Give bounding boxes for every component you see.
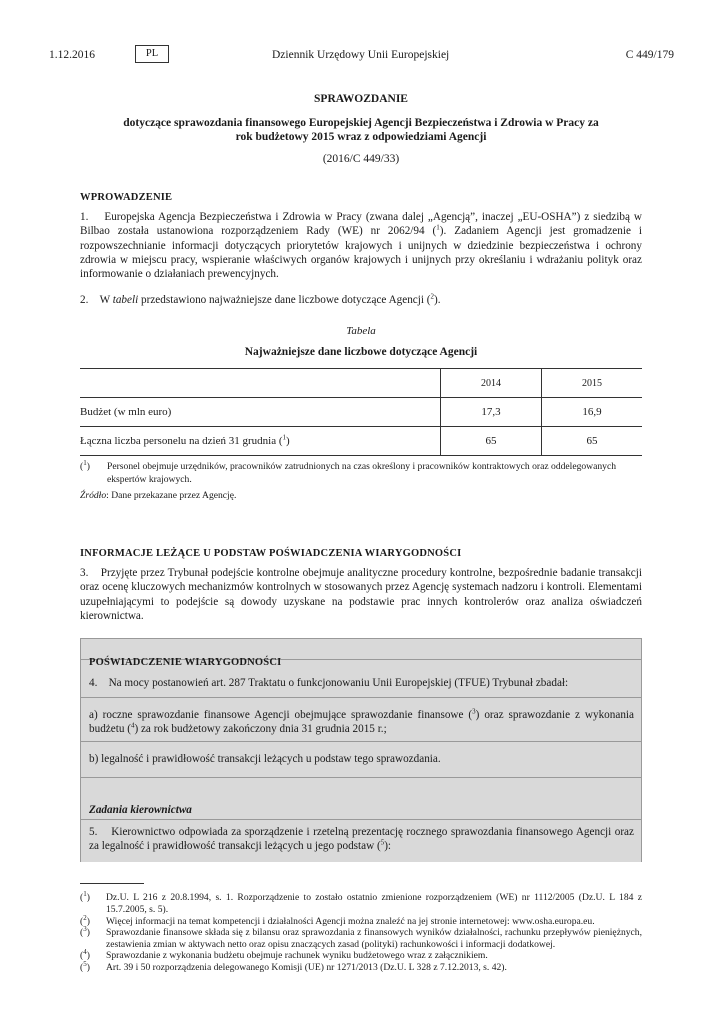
footnote-number-value: 5	[83, 959, 87, 968]
footnote-text: Więcej informacji na temat kompetencji i działalności Agencji można znaleźć na jej stronie internetowej: www.osha.europa.eu.	[106, 916, 595, 927]
opinion-box-divider	[80, 697, 642, 698]
language-badge: PL	[135, 45, 169, 63]
footnote-3	[80, 924, 642, 951]
table-row	[80, 398, 642, 427]
item-a	[89, 708, 634, 737]
opinion-heading: POŚWIADCZENIE WIARYGODNOŚCI	[89, 657, 282, 668]
table-cell-staff-2015: 65	[542, 427, 643, 456]
table-cell-staff-2014: 65	[441, 427, 542, 456]
paragraph-1-text-b: ). Zadaniem Agencji jest gromadzenie i rozpowszechnianie informacji dotyczących priorytetów krajowych i unijnych w dziedzinie bezpieczeństwa i ochrony zdrowia w miejscu pracy, wspieranie właściwych organów krajowych i unijnych przy określaniu i wdrażaniu polityk oraz informowanie o działaniach prewencyjnych.	[80, 225, 642, 281]
paragraph-5	[89, 825, 634, 854]
document-subtitle-line1: dotyczące sprawozdania finansowego Europejskiej Agencji Bezpieczeństwa i Zdrowia w Pracy za	[123, 117, 599, 129]
table-source-label: Źródło	[80, 490, 107, 501]
section-heading-introduction: WPROWADZENIE	[80, 192, 173, 203]
document-code: (2016/C 449/33)	[322, 153, 400, 165]
table-row-label-staff	[80, 427, 441, 456]
footnote-ref-2: 2	[430, 292, 435, 301]
footnote-5	[80, 959, 642, 974]
footnote-number: ($^4$)	[80, 947, 90, 961]
paragraph-2-text-c: ).	[434, 294, 441, 306]
opinion-box-divider	[80, 777, 642, 778]
footnote-number: ($^3$)	[80, 924, 90, 938]
opinion-box-divider	[80, 819, 642, 820]
footnote-number-value: 3	[83, 924, 87, 933]
table-header-empty	[80, 369, 441, 398]
footnote-number-value: 2	[83, 913, 87, 922]
footnote-text: Art. 39 i 50 rozporządzenia delegowanego Komisji (UE) nr 1271/2013 (Dz.U. L 328 z 7.12.2013, s. 42).	[106, 962, 507, 973]
table-cell-budget-2014: 17,3	[441, 398, 542, 427]
table-header-row	[80, 369, 642, 398]
table-note-number: 1	[83, 458, 87, 467]
table-row-label-staff-text: Łączna liczba personelu na dzień 31 grudnia (	[80, 435, 283, 447]
footnote-number: ($^5$)	[80, 959, 90, 973]
footnote-ref-4: 4	[130, 721, 135, 730]
table-footnote-ref: 1	[282, 433, 286, 442]
paragraph-5-text-b: ):	[384, 840, 392, 853]
section-heading-basis: INFORMACJE LEŻĄCE U PODSTAW POŚWIADCZENIA WIARYGODNOŚCI	[80, 548, 462, 559]
table-header-2014: 2014	[441, 369, 542, 398]
paragraph-2	[80, 293, 642, 307]
table-row	[80, 427, 642, 456]
key-figures-table	[80, 368, 642, 456]
table-source	[80, 490, 236, 503]
table-cell-budget-2015: 16,9	[542, 398, 643, 427]
subheading-management: Zadania kierownictwa	[89, 804, 192, 816]
item-a-text-3: ) za rok budżetowy zakończony dnia 31 grudnia 2015 r.;	[134, 723, 387, 736]
table-label: Tabela	[346, 325, 376, 337]
footnote-number: ($^1$)	[80, 889, 90, 903]
document-subtitle-line2: rok budżetowy 2015 wraz z odpowiedziami Agencji	[235, 131, 487, 143]
document-title: SPRAWOZDANIE	[314, 93, 408, 105]
paragraph-2-text-a: 2. W	[80, 294, 113, 306]
page-reference: C 449/179	[625, 49, 674, 61]
paragraph-1-text-a: 1. Europejska Agencja Bezpieczeństwa i Zdrowia w Pracy (zwana dalej „Agencją”, inaczej „EU-OSHA”) z siedzibą w Bilbao została ustanowiona rozporządzeniem Rady (WE) nr 2062/94 (	[80, 211, 642, 238]
footnote-text: Dz.U. L 216 z 20.8.1994, s. 1. Rozporządzenie to zostało ostatnio zmienione rozporządzeniem (WE) nr 1112/2005 (Dz.U. L 184 z 15.7.2005, s. 5).	[106, 892, 642, 915]
table-note-text: Personel obejmuje urzędników, pracowników zatrudnionych na czas określony i pracowników kontraktowych oraz oddelegowanych ekspertów krajowych.	[107, 461, 617, 485]
paragraph-5-text-a: 5. Kierownictwo odpowiada za sporządzenie i rzetelną prezentację rocznego sprawozdania finansowego Agencji oraz za legalność i prawidłowość transakcji leżących u jego podstaw (	[89, 826, 634, 853]
paragraph-1	[80, 210, 642, 281]
publication-date: 1.12.2016	[49, 49, 95, 61]
table-title: Najważniejsze dane liczbowe dotyczące Agencji	[244, 346, 478, 358]
paragraph-2-italic: tabeli	[112, 294, 139, 306]
footnote-4	[80, 947, 642, 962]
footnote-number-value: 4	[83, 947, 87, 956]
footnote-separator	[80, 883, 144, 884]
footnote-number: ($^2$)	[80, 913, 90, 927]
table-row-label-budget: Budżet (w mln euro)	[80, 406, 172, 418]
footnote-ref-3: 3	[472, 707, 476, 716]
table-note-marker: ($^1$)	[80, 458, 90, 472]
paragraph-2-text-b: przedstawiono najważniejsze dane liczbowe dotyczące Agencji (	[138, 294, 431, 306]
paragraph-4: 4. Na mocy postanowień art. 287 Traktatu o funkcjonowaniu Unii Europejskiej (TFUE) Trybunał zbadał:	[89, 677, 569, 689]
item-a-text-2: ) oraz sprawozdanie z wykonania budżetu (	[89, 709, 634, 736]
opinion-box-divider	[80, 741, 642, 742]
item-a-text-1: a) roczne sprawozdanie finansowe Agencji obejmujące sprawozdanie finansowe (	[89, 709, 473, 721]
table-header-2015: 2015	[542, 369, 643, 398]
table-row-label-staff-tail: )	[286, 435, 290, 447]
footnote-text: Sprawozdanie finansowe składa się z bilansu oraz sprawozdania z finansowych wyników działalności, rachunku przepływów pieniężnych, zestawienia zmian w aktywach netto oraz opisu znaczących zasad (polityki) rachunkowości i informacji dodatkowej.	[106, 927, 642, 950]
journal-title: Dziennik Urzędowy Unii Europejskiej	[272, 49, 450, 61]
paragraph-3: 3. Przyjęte przez Trybunał podejście kontrolne obejmuje analityczne procedury kontrolne, bezpośrednie badanie transakcji oraz ocenę kluczowych mechanizmów kontrolnych w stosowanych przez Agencję systemach nadzoru i kontroli. Elementami uzupełniającymi to podejście są dowody uzyskane na podstawie prac innych kontrolerów oraz analiza oświadczeń kierownictwa.	[80, 567, 642, 622]
item-b: b) legalność i prawidłowość transakcji leżących u podstaw tego sprawozdania.	[89, 753, 441, 765]
footnote-ref-1: 1	[436, 223, 440, 232]
footnote-text: Sprawozdanie z wykonania budżetu obejmuje rachunek wyniku budżetowego wraz z załącznikiem.	[106, 950, 488, 961]
footnote-1	[80, 889, 642, 916]
footnote-ref-5: 5	[380, 838, 385, 847]
footnote-number-value: 1	[83, 889, 87, 898]
table-source-text: : Dane przekazane przez Agencję.	[106, 490, 237, 501]
